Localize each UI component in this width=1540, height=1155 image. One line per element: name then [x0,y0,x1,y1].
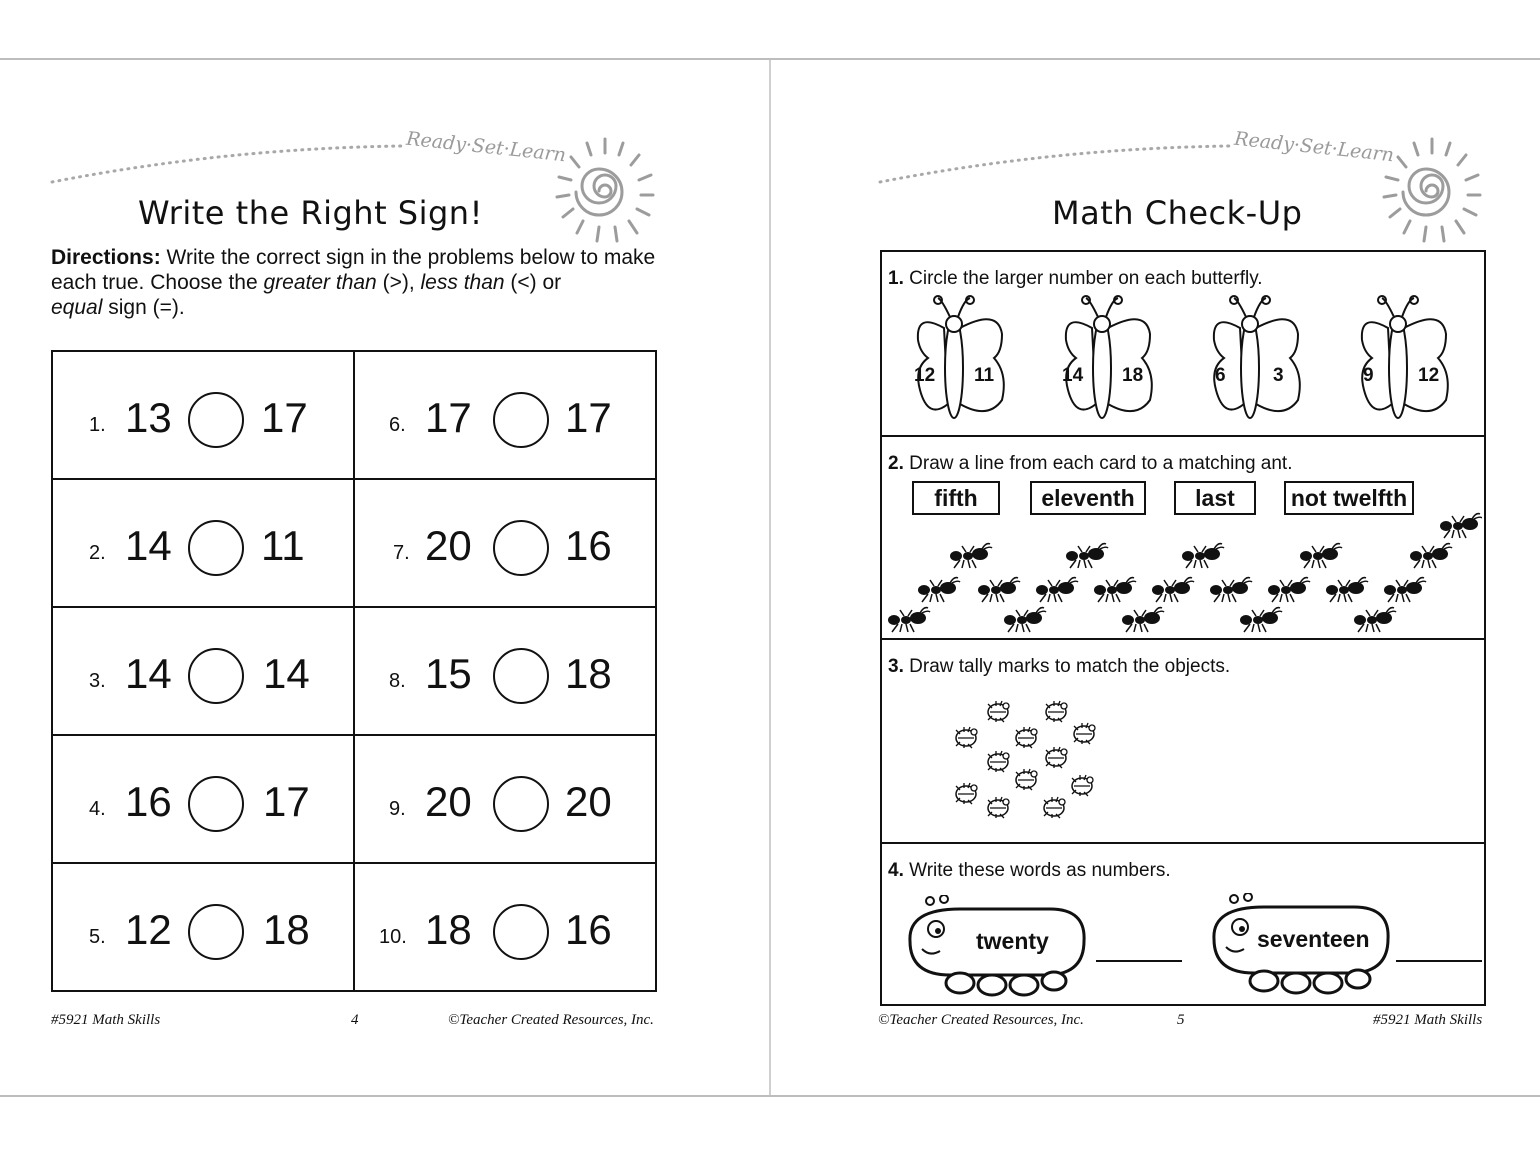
footer-left-page-number: 4 [351,1012,359,1028]
ant-icon [1354,608,1396,632]
problem-cell [354,607,656,735]
problem-cell [354,351,656,479]
problem-left-value: 18 [425,906,472,953]
question-text: Draw tally marks to match the objects. [909,656,1231,677]
problem-left-value: 17 [425,394,472,441]
butterfly-1 [918,296,1004,418]
problem-number: 7. [393,542,410,564]
problem-number: 3. [89,670,106,692]
bug-icon [1046,747,1067,768]
directions-part-4: sign (=). [108,296,185,319]
problem-right-value: 17 [565,394,612,441]
question-3-prompt [888,656,1230,678]
butterfly-1-right-number[interactable]: 11 [974,365,995,386]
butterfly-3-left-number[interactable]: 6 [1215,365,1226,386]
bug-icon [988,797,1009,818]
sun-icon [553,135,657,245]
butterfly-4-right-number[interactable]: 12 [1418,365,1440,386]
answer-circle[interactable] [493,776,549,832]
bug-group [948,698,1108,828]
problem-right-value: 18 [263,906,310,953]
dotted-arc-right [876,140,1236,190]
problem-number: 4. [89,798,106,820]
bug-icon [956,783,977,804]
answer-circle[interactable] [188,648,244,704]
answer-circle[interactable] [493,648,549,704]
directions-part-3: (<) or [510,271,562,294]
brand-logo-left: Ready·Set·Learn [405,127,567,167]
question-number: 2. [888,453,904,474]
answer-blank-2[interactable] [1396,960,1482,962]
problem-left-value: 15 [425,650,472,697]
butterfly-2 [1066,296,1152,418]
bug-icon [1044,797,1065,818]
bug-icon [1016,769,1037,790]
ant-icon [1094,578,1136,602]
butterfly-1-left-number[interactable]: 12 [914,365,936,386]
butterfly-3-right-number[interactable]: 3 [1273,365,1284,386]
problem-right-value: 16 [565,906,612,953]
question-number: 1. [888,268,904,289]
problem-right-value: 17 [263,778,310,825]
ant-icon [1182,544,1224,568]
bug-icon [1046,701,1067,722]
bottom-rule [0,1095,1540,1097]
butterfly-row [882,290,1482,430]
answer-circle[interactable] [188,520,244,576]
answer-circle[interactable] [493,904,549,960]
problem-right-value: 16 [565,522,612,569]
problem-right-value: 17 [261,394,308,441]
ant-icon [950,544,992,568]
butterfly-2-right-number[interactable]: 18 [1122,365,1144,386]
sun-icon [1380,135,1484,245]
question-1-prompt [888,268,1263,290]
question-2-prompt [888,453,1293,475]
problem-cell [52,735,354,863]
ant-icon [1384,578,1426,602]
problem-number: 9. [389,798,406,820]
ant-icon [1410,544,1452,568]
directions-greater-than: greater than [263,271,377,294]
caterpillar-word-2: seventeen [1257,926,1370,952]
problem-left-value: 20 [425,522,472,569]
bug-icon [956,727,977,748]
ant-icon [1440,514,1482,538]
ordinal-card-last[interactable]: last [1174,481,1256,515]
bug-icon [988,751,1009,772]
problem-cell [354,735,656,863]
ant-icon [1210,578,1252,602]
problem-left-value: 14 [125,650,172,697]
ant-icon [1300,544,1342,568]
directions-part-1: Write the correct sign in the problems below to make each true. Choose the [51,246,656,294]
bug-icon [1074,723,1095,744]
problem-left-value: 20 [425,778,472,825]
butterfly-4 [1362,296,1448,418]
problem-number: 8. [389,670,406,692]
butterfly-4-left-number[interactable]: 9 [1363,365,1374,386]
problem-right-value: 20 [565,778,612,825]
problem-grid [51,350,657,992]
problem-number: 5. [89,926,106,948]
ant-icon [1326,578,1368,602]
spine-divider [769,60,771,1095]
answer-circle[interactable] [493,520,549,576]
ordinal-card-eleventh[interactable]: eleventh [1030,481,1146,515]
problem-left-value: 12 [125,906,172,953]
brand-logo-right: Ready·Set·Learn [1233,127,1395,167]
ant-icon [1122,608,1164,632]
page-title-left: Write the Right Sign! [138,194,483,232]
butterfly-3 [1214,296,1300,418]
ant-icon [888,608,930,632]
problem-number: 10. [379,926,407,948]
footer-right-page-number: 5 [1177,1012,1185,1028]
ordinal-card-not-twelfth[interactable]: not twelfth [1284,481,1414,515]
question-number: 3. [888,656,904,677]
problem-number: 6. [389,414,406,436]
problem-number: 2. [89,542,106,564]
footer-left-book: #5921 Math Skills [51,1012,161,1028]
question-text: Circle the larger number on each butterfly. [909,268,1263,289]
problem-right-value: 14 [263,650,310,697]
ant-icon [1268,578,1310,602]
butterfly-2-left-number[interactable]: 14 [1062,365,1084,386]
answer-blank-1[interactable] [1096,960,1182,962]
page-title-right: Math Check-Up [1052,194,1303,232]
dotted-arc-left [48,140,408,190]
problem-right-value: 11 [261,522,305,569]
directions-less-than: less than [420,271,505,294]
ant-icon [1004,608,1046,632]
problem-right-value: 18 [565,650,612,697]
problem-cell [52,863,354,991]
problem-cell [52,479,354,607]
answer-circle[interactable] [188,392,244,448]
ant-icon [918,578,960,602]
ant-icon [1066,544,1108,568]
ant-icon [1152,578,1194,602]
answer-circle[interactable] [493,392,549,448]
question-number: 4. [888,860,904,881]
problem-left-value: 14 [125,522,172,569]
ant-icon [1240,608,1282,632]
bug-icon [988,701,1009,722]
problem-number: 1. [89,414,106,436]
ordinal-card-fifth[interactable]: fifth [912,481,1000,515]
question-4-prompt [888,860,1171,882]
problem-cell [52,607,354,735]
caterpillar-word-1: twenty [976,928,1049,954]
ant-icon [978,578,1020,602]
bug-icon [1072,775,1093,796]
directions-part-2: (>), [382,271,415,294]
ant-icon [1036,578,1078,602]
problem-left-value: 13 [125,394,172,441]
question-text: Write these words as numbers. [909,860,1171,881]
footer-right-book: #5921 Math Skills [1373,1012,1483,1028]
directions-text [51,245,671,320]
problem-cell [354,479,656,607]
bug-icon [1016,727,1037,748]
problem-left-value: 16 [125,778,172,825]
question-text: Draw a line from each card to a matching ant. [909,453,1293,474]
answer-circle[interactable] [188,776,244,832]
directions-label: Directions: [51,246,161,269]
footer-right-copyright: ©Teacher Created Resources, Inc. [878,1012,1084,1028]
problem-cell [52,351,354,479]
answer-circle[interactable] [188,904,244,960]
ant-line [882,500,1482,636]
footer-left-copyright: ©Teacher Created Resources, Inc. [448,1012,654,1028]
problem-cell [354,863,656,991]
directions-equal: equal [51,296,103,319]
